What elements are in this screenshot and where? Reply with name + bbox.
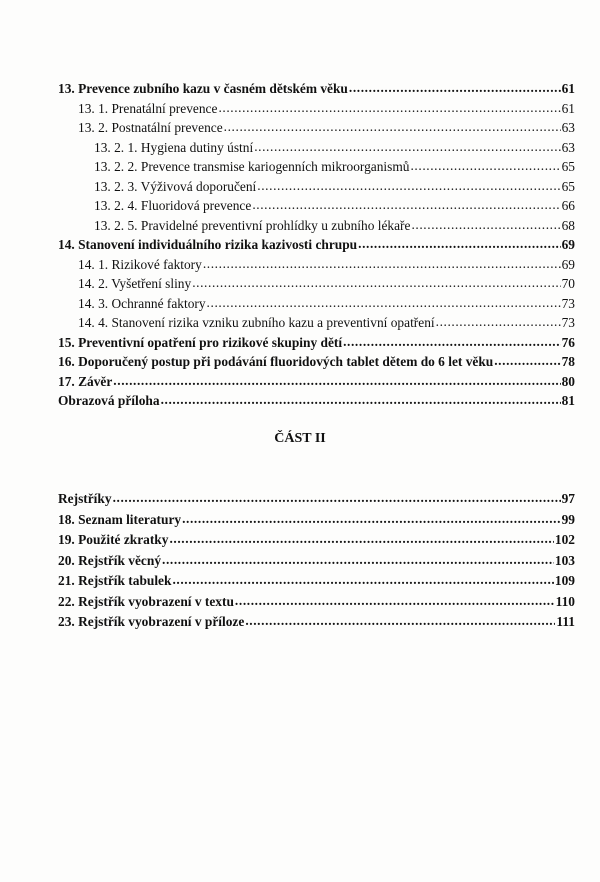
- dot-leader: [182, 509, 561, 530]
- toc-entry: [58, 294, 575, 314]
- toc-entry-title: 21. Rejstřík tabulek: [58, 573, 172, 588]
- dot-leader: [410, 156, 560, 176]
- toc-entry-title: 14. 3. Ochranné faktory: [78, 295, 206, 311]
- toc-entry: [58, 592, 575, 613]
- toc-part-1: [58, 79, 575, 411]
- toc-entry: [58, 391, 575, 411]
- toc-entry-page: 61: [561, 81, 575, 96]
- toc-entry-page: 111: [556, 614, 575, 629]
- toc-entry-page: 99: [561, 511, 575, 527]
- dot-leader: [172, 570, 553, 591]
- toc-entry: [58, 235, 575, 255]
- toc-entry-title: 13. 2. 4. Fluoridová prevence: [94, 198, 252, 213]
- dot-leader: [235, 591, 555, 612]
- toc-entry-title: Obrazová příloha: [58, 393, 160, 408]
- toc-entry-title: 13. 2. 5. Pravidelné preventivní prohlídky u zubního lékaře: [94, 217, 411, 233]
- toc-entry: [58, 333, 575, 353]
- toc-entry: [58, 118, 575, 138]
- toc-entry: [58, 177, 575, 197]
- dot-leader: [349, 78, 561, 98]
- toc-entry-page: 109: [554, 573, 575, 588]
- part-heading: ČÁST II: [274, 431, 326, 446]
- toc-entry-title: 15. Preventivní opatření pro rizikové skupiny dětí: [58, 334, 343, 350]
- toc-entry-page: 61: [561, 100, 575, 116]
- dot-leader: [161, 390, 561, 410]
- dot-leader: [113, 371, 560, 391]
- dot-leader: [245, 611, 555, 632]
- toc-entry-page: 73: [561, 315, 575, 330]
- toc-entry-title: 23. Rejstřík vyobrazení v příloze: [58, 614, 245, 629]
- dot-leader: [113, 488, 561, 509]
- dot-leader: [343, 332, 561, 352]
- dot-leader: [162, 550, 554, 571]
- dot-leader: [436, 312, 561, 332]
- toc-entry: [58, 372, 575, 392]
- toc-entry: [58, 571, 575, 592]
- toc-entry-title: 22. Rejstřík vyobrazení v textu: [58, 593, 234, 609]
- toc-entry-page: 69: [561, 256, 575, 272]
- toc-entry-page: 76: [561, 334, 575, 350]
- dot-leader: [218, 98, 560, 118]
- toc-entry: [58, 352, 575, 372]
- toc-entry: [58, 510, 575, 531]
- toc-entry: [58, 255, 575, 275]
- dot-leader: [169, 529, 553, 550]
- toc-entry: [58, 79, 575, 99]
- dot-leader: [203, 254, 561, 274]
- dot-leader: [192, 273, 560, 293]
- toc-entry-title: 17. Závěr: [58, 373, 113, 389]
- toc-entry-page: 65: [561, 178, 575, 194]
- dot-leader: [358, 234, 560, 254]
- toc-entry-title: 18. Seznam literatury: [58, 511, 182, 527]
- toc-entry-page: 97: [561, 491, 575, 506]
- toc-entry-title: Rejstříky: [58, 491, 112, 506]
- dot-leader: [224, 117, 561, 137]
- toc-entry-page: 68: [561, 217, 575, 233]
- toc-entry: [58, 313, 575, 333]
- toc-entry-title: 14. 1. Rizikové faktory: [78, 256, 202, 272]
- toc-entry: [58, 138, 575, 158]
- toc-entry-page: 80: [561, 373, 575, 389]
- toc-entry-page: 81: [561, 393, 575, 408]
- toc-entry-title: 13. 2. 3. Výživová doporučení: [94, 178, 257, 194]
- toc-entry-title: 13. 2. 1. Hygiena dutiny ústní: [94, 139, 254, 155]
- toc-entry: [58, 489, 575, 510]
- toc-entry-title: 19. Použité zkratky: [58, 532, 169, 547]
- toc-entry: [58, 612, 575, 633]
- toc-entry-title: 14. Stanovení individuálního rizika kazivosti chrupu: [58, 237, 358, 252]
- dot-leader: [254, 137, 560, 157]
- toc-entry-title: 14. 2. Vyšetření sliny: [78, 276, 192, 291]
- toc-entry-title: 13. 2. 2. Prevence transmise kariogenních mikroorganismů: [94, 159, 410, 174]
- dot-leader: [411, 215, 560, 235]
- toc-entry: [58, 530, 575, 551]
- toc-entry-page: 78: [561, 354, 575, 369]
- dot-leader: [494, 351, 560, 371]
- toc-entry-page: 70: [561, 276, 575, 291]
- toc-entry-page: 69: [561, 237, 575, 252]
- dot-leader: [257, 176, 560, 196]
- toc-entry-page: 110: [555, 593, 575, 609]
- toc-entry-page: 103: [554, 552, 575, 568]
- dot-leader: [252, 195, 560, 215]
- toc-part-2: [58, 489, 575, 633]
- toc-entry-title: 13. 2. Postnatální prevence: [78, 120, 223, 135]
- toc-entry-title: 16. Doporučený postup při podávání fluoridových tablet dětem do 6 let věku: [58, 354, 494, 369]
- toc-entry: [58, 157, 575, 177]
- toc-entry-page: 102: [554, 532, 575, 547]
- toc-entry-title: 13. Prevence zubního kazu v časném dětském věku: [58, 81, 348, 96]
- dot-leader: [207, 293, 561, 313]
- toc-entry-title: 20. Rejstřík věcný: [58, 552, 162, 568]
- toc-entry-page: 73: [561, 295, 575, 311]
- toc-entry-page: 66: [561, 198, 575, 213]
- toc-entry-page: 63: [561, 139, 575, 155]
- toc-entry-page: 65: [561, 159, 575, 174]
- toc-entry: [58, 99, 575, 119]
- toc-entry-page: 63: [561, 120, 575, 135]
- toc-entry: [58, 274, 575, 294]
- toc-entry-title: 14. 4. Stanovení rizika vzniku zubního kazu a preventivní opatření: [78, 315, 435, 330]
- toc-entry: [58, 196, 575, 216]
- toc-entry-title: 13. 1. Prenatální prevence: [78, 100, 218, 116]
- toc-entry: [58, 216, 575, 236]
- toc-entry: [58, 551, 575, 572]
